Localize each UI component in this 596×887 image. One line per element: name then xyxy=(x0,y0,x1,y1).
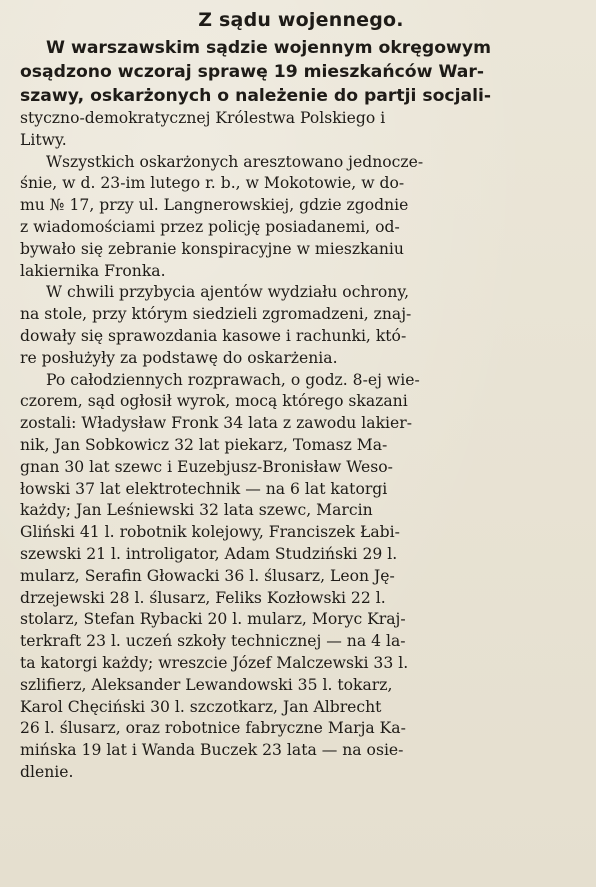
text-line: na stole, przy którym siedzieli zgromadzeni, znaj- xyxy=(20,305,412,324)
text-line: czorem, sąd ogłosił wyrok, mocą którego skazani xyxy=(20,392,408,411)
text-line: terkraft 23 l. uczeń szkoły technicznej — na 4 la- xyxy=(20,632,406,651)
text-line: ta katorgi każdy; wreszcie Józef Malczewski 33 l. xyxy=(20,653,409,672)
text-line: mu № 17, przy ul. Langnerowskiej, gdzie zgodnie xyxy=(20,196,409,215)
text-line: z wiadomościami przez policję posiadanemi, od- xyxy=(20,217,400,236)
text-line: dowały się sprawozdania kasowe i rachunki, któ- xyxy=(20,326,407,345)
text-line: łowski 37 lat elektrotechnik — na 6 lat katorgi xyxy=(20,479,388,498)
text-line: każdy; Jan Leśniewski 32 lata szewc, Marcin xyxy=(20,501,373,520)
paragraph-evidence xyxy=(20,282,582,369)
text-line: mularz, Serafin Głowacki 36 l. ślusarz, Leon Ję- xyxy=(20,566,395,585)
text-line: drzejewski 28 l. ślusarz, Feliks Kozłowski 22 l. xyxy=(20,588,386,607)
text-line: Litwy. xyxy=(20,130,67,149)
text-line: styczno-demokratycznej Królestwa Polskiego i xyxy=(20,109,386,127)
text-line: śnie, w d. 23-im lutego r. b., w Mokotowie, w do- xyxy=(20,174,405,193)
text-line: W warszawskim sądzie wojennym okręgowym xyxy=(46,38,491,58)
text-line: szlifierz, Aleksander Lewandowski 35 l. tokarz, xyxy=(20,675,393,694)
paragraph-arrest xyxy=(20,152,582,283)
text-line: stolarz, Stefan Rybacki 20 l. mularz, Moryc Kraj- xyxy=(20,610,406,629)
text-line: dlenie. xyxy=(20,762,74,781)
text-line: 26 l. ślusarz, oraz robotnice fabryczne Marja Ka- xyxy=(20,719,406,738)
article-title: Z sądu wojennego. xyxy=(198,9,404,31)
text-line: Po całodziennych rozprawach, o godz. 8-ej wie- xyxy=(46,370,420,389)
text-line: Gliński 41 l. robotnik kolejowy, Franciszek Łabi- xyxy=(20,523,400,542)
paragraph-continuation xyxy=(20,108,582,152)
text-line: osądzono wczoraj sprawę 19 mieszkańców War- xyxy=(20,62,485,82)
text-line: szawy, oskarżonych o należenie do partji socjali- xyxy=(20,86,491,106)
text-line: W chwili przybycia ajentów wydziału ochrony, xyxy=(46,283,410,302)
text-line: bywało się zebranie konspiracyjne w mieszkaniu xyxy=(20,239,404,258)
text-line: mińska 19 lat i Wanda Buczek 23 lata — na osie- xyxy=(20,741,404,760)
text-line: Wszystkich oskarżonych aresztowano jednocze- xyxy=(46,152,424,171)
text-line: nik, Jan Sobkowicz 32 lat piekarz, Tomasz Ma- xyxy=(20,435,388,454)
text-line: lakiernika Fronka. xyxy=(20,261,166,280)
lead-paragraph xyxy=(20,36,582,108)
text-line: re posłużyły za podstawę do oskarżenia. xyxy=(20,348,338,367)
text-line: zostali: Władysław Fronk 34 lata z zawodu lakier- xyxy=(20,414,412,433)
text-line: Karol Chęciński 30 l. szczotkarz, Jan Albrecht xyxy=(20,697,382,716)
text-line: gnan 30 lat szewc i Euzebjusz-Bronisław Weso- xyxy=(20,457,393,476)
paragraph-verdict xyxy=(20,370,582,784)
text-line: szewski 21 l. introligator, Adam Studziński 29 l. xyxy=(20,544,398,563)
